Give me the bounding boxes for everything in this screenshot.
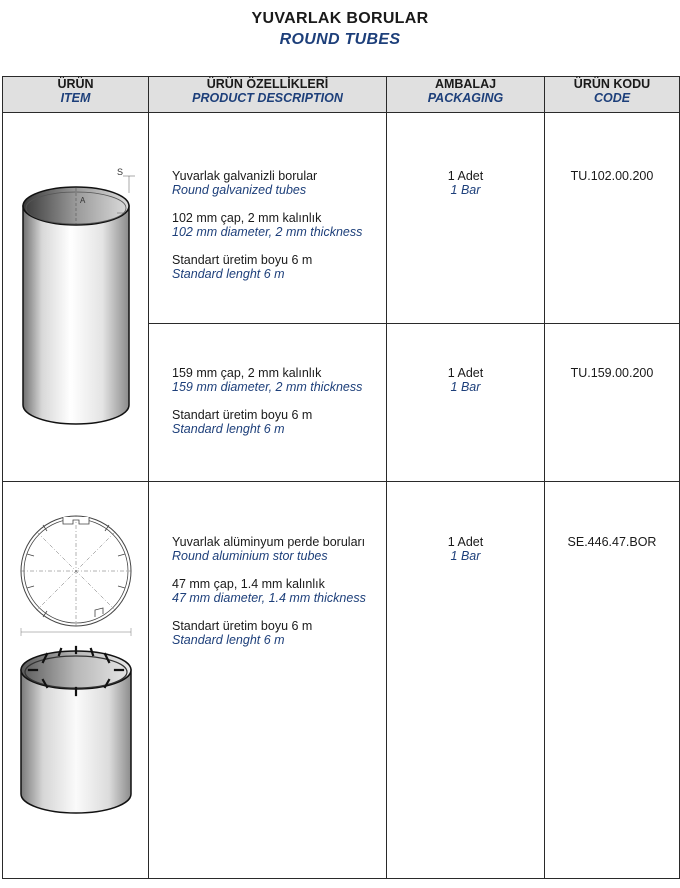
row3-code: SE.446.47.BOR <box>567 535 657 549</box>
row1-line1-en: Round galvanized tubes <box>172 183 307 197</box>
description-cell <box>149 323 387 481</box>
aluminium-tube-image-cell <box>3 482 149 879</box>
header-item-tr: ÜRÜN <box>57 77 94 91</box>
page-title: YUVARLAK BORULAR <box>251 10 429 27</box>
code-cell <box>545 323 680 481</box>
packaging-cell <box>387 482 545 879</box>
code-cell <box>545 113 680 324</box>
row1-code: TU.102.00.200 <box>570 169 654 183</box>
header-description-tr: ÜRÜN ÖZELLİKLERİ <box>206 77 329 91</box>
description-cell <box>149 482 387 879</box>
row2-line1-tr: 159 mm çap, 2 mm kalınlık <box>172 365 322 380</box>
table-row <box>3 113 680 324</box>
header-packaging-en: PACKAGING <box>427 91 504 105</box>
row3-line3-tr: Standart üretim boyu 6 m <box>172 619 313 633</box>
page-subtitle: ROUND TUBES <box>279 31 401 48</box>
row1-packaging-tr: 1 Adet <box>447 169 484 183</box>
description-cell <box>149 113 387 324</box>
row1-line2-en: 102 mm diameter, 2 mm thickness <box>172 225 363 239</box>
header-item-en: ITEM <box>60 91 91 105</box>
galvanized-tube-image-cell <box>3 113 149 482</box>
row3-line2-en: 47 mm diameter, 1.4 mm thickness <box>172 591 366 605</box>
row1-line3-en: Standard lenght 6 m <box>172 267 285 281</box>
row3-packaging-en: 1 Bar <box>450 549 481 563</box>
row3-line1-tr: Yuvarlak alüminyum perde boruları <box>172 535 366 549</box>
packaging-cell <box>387 323 545 481</box>
header-code-en: CODE <box>593 91 631 105</box>
header-code-tr: ÜRÜN KODU <box>573 77 651 91</box>
row3-line3-en: Standard lenght 6 m <box>172 633 285 647</box>
row2-packaging-en: 1 Bar <box>450 379 481 394</box>
table-row <box>3 482 680 879</box>
row3-line1-en: Round aluminium stor tubes <box>172 549 328 563</box>
row1-line3-tr: Standart üretim boyu 6 m <box>172 253 313 267</box>
row3-line2-tr: 47 mm çap, 1.4 mm kalınlık <box>172 577 325 591</box>
row1-line2-tr: 102 mm çap, 2 mm kalınlık <box>172 211 322 225</box>
header-code <box>545 77 680 113</box>
header-description <box>149 77 387 113</box>
row2-line2-tr: Standart üretim boyu 6 m <box>172 407 313 422</box>
packaging-cell <box>387 113 545 324</box>
aluminium-tube-illustration <box>3 482 149 878</box>
row2-code: TU.159.00.200 <box>570 365 654 380</box>
header-packaging-tr: AMBALAJ <box>434 77 497 91</box>
code-cell <box>545 482 680 879</box>
thickness-label: S <box>117 167 124 177</box>
row3-packaging-tr: 1 Adet <box>447 535 484 549</box>
header-packaging <box>387 77 545 113</box>
row2-line2-en: Standard lenght 6 m <box>172 421 285 436</box>
row2-line1-en: 159 mm diameter, 2 mm thickness <box>172 379 363 394</box>
galvanized-tube-illustration <box>3 113 149 481</box>
aluminium-tube-3d <box>21 647 131 813</box>
header-description-en: PRODUCT DESCRIPTION <box>192 91 343 105</box>
header-row <box>3 77 680 113</box>
row2-packaging-tr: 1 Adet <box>447 365 484 380</box>
product-table <box>2 76 680 879</box>
header-item <box>3 77 149 113</box>
diameter-label: A <box>80 196 86 205</box>
cross-section-drawing <box>21 516 131 636</box>
row1-line1-tr: Yuvarlak galvanizli borular <box>172 169 318 183</box>
row1-packaging-en: 1 Bar <box>450 183 481 197</box>
